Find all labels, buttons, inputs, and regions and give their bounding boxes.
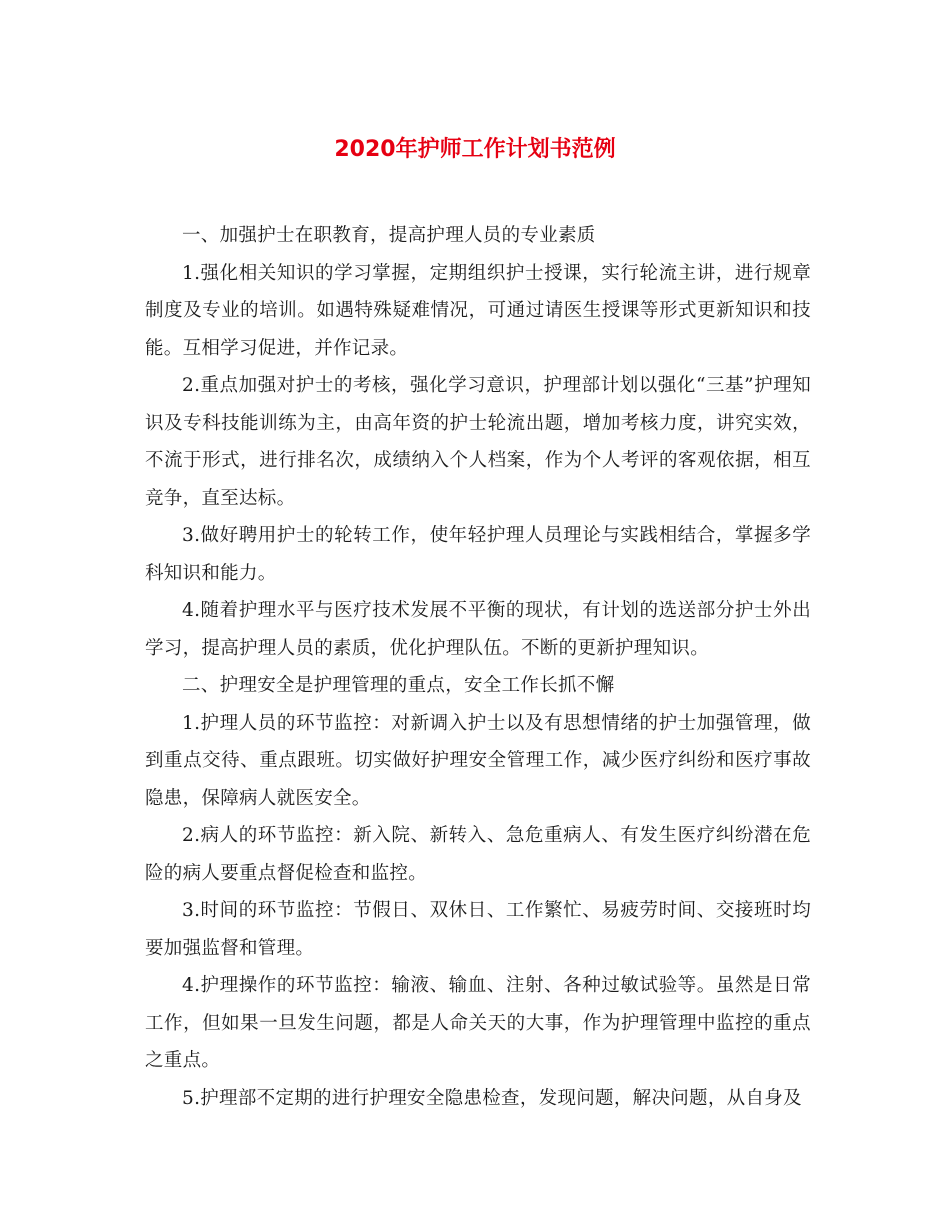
paragraph-1-1: 1.强化相关知识的学习掌握，定期组织护士授课，实行轮流主讲，进行规章制度及专业的培训。如遇特殊疑难情况，可通过请医生授课等形式更新知识和技能。互相学习促进，并作记录。 [145, 262, 811, 359]
paragraph-1-4: 4.随着护理水平与医疗技术发展不平衡的现状，有计划的选送部分护士外出学习，提高护理人员的素质，优化护理队伍。不断的更新护理知识。 [145, 600, 811, 659]
paragraph-1-3: 3.做好聘用护士的轮转工作，使年轻护理人员理论与实践相结合，掌握多学科知识和能力。 [145, 525, 811, 584]
document-title: 2020年护师工作计划书范例 [334, 137, 616, 162]
paragraph-1-2: 2.重点加强对护士的考核，强化学习意识，护理部计划以强化“三基”护理知识及专科技能训练为主，由高年资的护士轮流出题，增加考核力度，讲究实效，不流于形式，进行排名次，成绩纳入个人档案，作为个人考评的客观依据，相互竞争，直至达标。 [145, 375, 811, 509]
paragraph-2-1: 1.护理人员的环节监控：对新调入护士以及有思想情绪的护士加强管理，做到重点交待、重点跟班。切实做好护理安全管理工作，减少医疗纠纷和医疗事故隐患，保障病人就医安全。 [145, 712, 811, 809]
paragraph-2-4: 4.护理操作的环节监控：输液、输血、注射、各种过敏试验等。虽然是日常工作，但如果一旦发生问题，都是人命关天的大事，作为护理管理中监控的重点之重点。 [145, 975, 811, 1071]
paragraph-2-5: 5.护理部不定期的进行护理安全隐患检查，发现问题，解决问题，从自身及 [182, 1087, 802, 1109]
document-body [145, 217, 811, 1117]
section-heading-1: 一、加强护士在职教育，提高护理人员的专业素质 [182, 225, 596, 246]
section-heading-2: 二、护理安全是护理管理的重点，安全工作长抓不懈 [182, 675, 615, 696]
paragraph-2-2: 2.病人的环节监控：新入院、新转入、急危重病人、有发生医疗纠纷潜在危险的病人要重点督促检查和监控。 [145, 825, 811, 884]
paragraph-2-3: 3.时间的环节监控：节假日、双休日、工作繁忙、易疲劳时间、交接班时均要加强监督和管理。 [145, 900, 811, 959]
